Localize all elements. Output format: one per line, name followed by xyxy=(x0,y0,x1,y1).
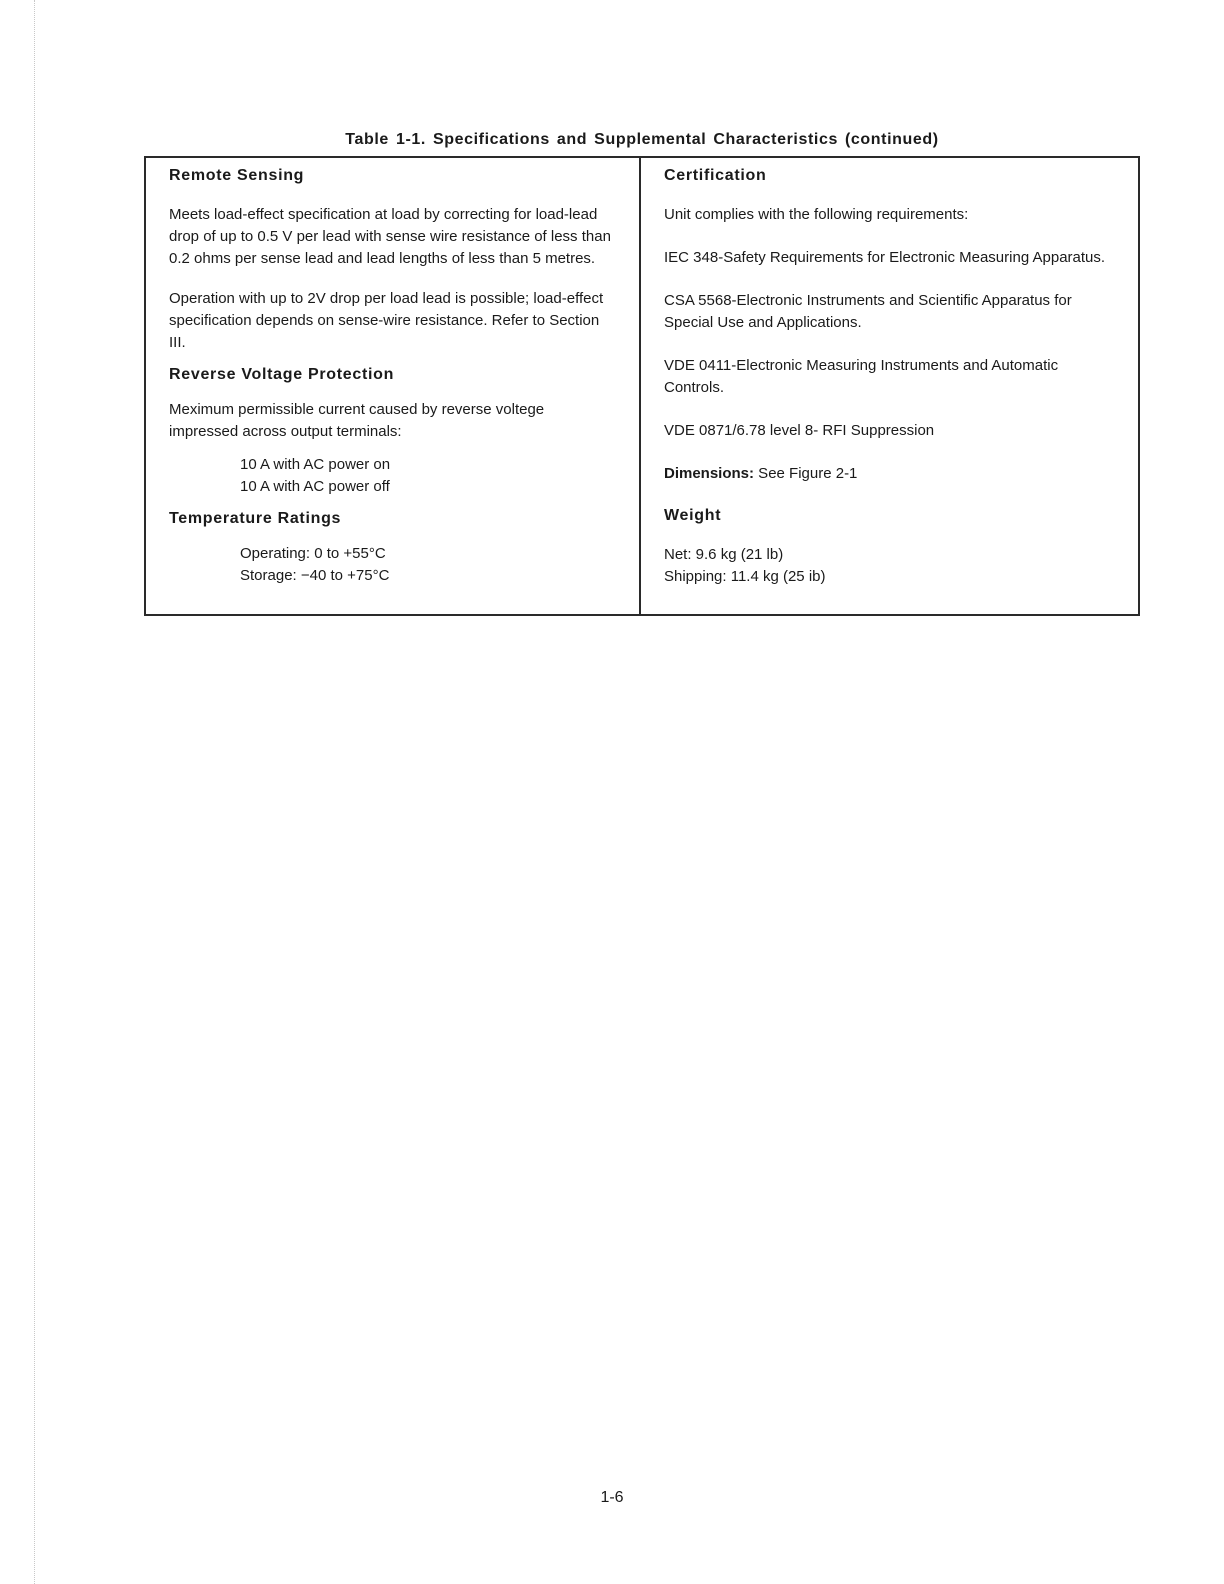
remote-sensing-paragraph-1: Meets load-effect specification at load by correcting for load-lead drop of up to 0.5 V per lead with sense wire resistance of less than 0.2 ohms per sense lead and lead lengths of less than 5 metres. xyxy=(169,206,611,267)
temperature-storage: Storage: −40 to +75°C xyxy=(240,567,390,584)
table-caption: Table 1-1. Specifications and Supplemental Characteristics (continued) xyxy=(345,131,939,148)
weight-heading: Weight xyxy=(664,507,722,524)
certification-heading: Certification xyxy=(664,167,767,184)
weight-shipping: Shipping: 11.4 kg (25 ib) xyxy=(664,568,826,585)
dimensions-value: See Figure 2-1 xyxy=(754,465,858,482)
remote-sensing-paragraph-2: Operation with up to 2V drop per load lead is possible; load-effect specification depends on sense-wire resistance. Refer to Section III. xyxy=(169,290,604,351)
certification-vde-0871: VDE 0871/6.78 level 8- RFI Suppression xyxy=(664,422,935,439)
scan-edge-line xyxy=(34,0,35,1584)
page-number: 1-6 xyxy=(600,1489,624,1506)
dimensions-label: Dimensions: xyxy=(664,465,755,482)
certification-intro: Unit complies with the following requirements: xyxy=(664,206,969,223)
reverse-voltage-ac-off: 10 A with AC power off xyxy=(240,478,390,495)
certification-csa-5568: CSA 5568-Electronic Instruments and Scientific Apparatus for Special Use and Applications. xyxy=(664,292,1072,331)
temperature-ratings-heading: Temperature Ratings xyxy=(169,510,342,527)
reverse-voltage-heading: Reverse Voltage Protection xyxy=(169,366,395,383)
certification-vde-0411: VDE 0411-Electronic Measuring Instruments and Automatic Controls. xyxy=(664,357,1059,396)
weight-net: Net: 9.6 kg (21 lb) xyxy=(664,546,784,563)
remote-sensing-heading: Remote Sensing xyxy=(169,167,305,184)
table-right-column xyxy=(641,158,1138,614)
temperature-operating: Operating: 0 to +55°C xyxy=(240,545,386,562)
specifications-table xyxy=(144,156,1140,616)
reverse-voltage-paragraph: Meximum permissible current caused by reverse voltege impressed across output terminals: xyxy=(169,401,545,440)
dimensions-line xyxy=(664,463,1112,485)
certification-iec-348: IEC 348-Safety Requirements for Electronic Measuring Apparatus. xyxy=(664,249,1106,266)
table-left-column xyxy=(146,158,641,614)
reverse-voltage-ac-on: 10 A with AC power on xyxy=(240,456,391,473)
